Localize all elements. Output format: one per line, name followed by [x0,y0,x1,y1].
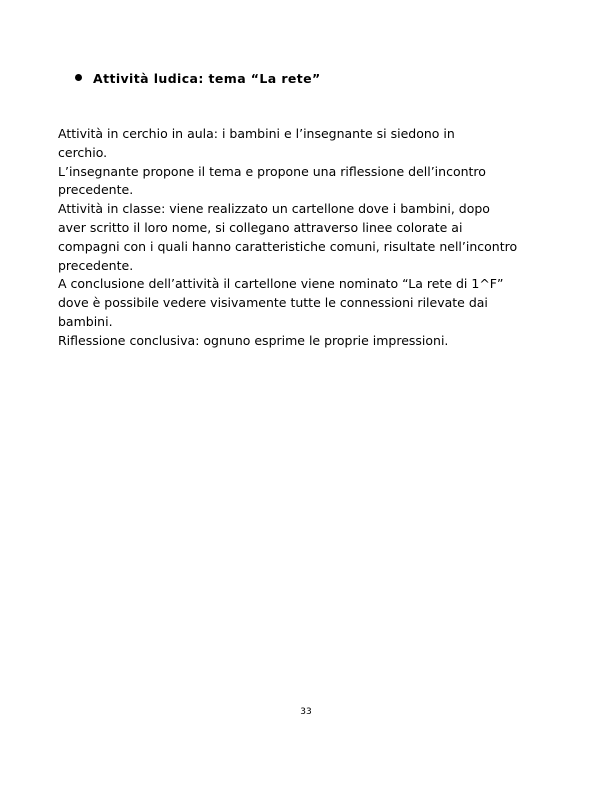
body-line: precedente. [58,182,134,198]
body-line: Riflessione conclusiva: ognuno esprime le proprie impressioni. [58,332,449,348]
page-number: 33 [300,707,312,717]
body-line: A conclusione dell’attività il cartellone viene nominato “La rete di 1^F” [58,276,504,292]
body-paragraph [58,125,558,351]
bullet-icon [75,74,82,81]
body-line: cerchio. [58,144,108,160]
body-line: compagni con i quali hanno caratteristiche comuni, risultate nell’incontro [58,238,518,254]
body-line: L’insegnante propone il tema e propone una riflessione dell’incontro [58,163,486,179]
body-line: Attività in classe: viene realizzato un cartellone dove i bambini, dopo [58,201,490,217]
body-line: Attività in cerchio in aula: i bambini e l’insegnante si siedono in [58,126,455,141]
body-line: dove è possibile vedere visivamente tutte le connessioni rilevate dai [58,295,488,311]
section-heading [75,71,321,86]
body-line: bambini. [58,313,113,329]
section-heading-text: Attività ludica: tema “La rete” [93,71,321,86]
body-line: aver scritto il loro nome, si collegano attraverso linee colorate ai [58,219,463,235]
body-line: precedente. [58,257,134,273]
